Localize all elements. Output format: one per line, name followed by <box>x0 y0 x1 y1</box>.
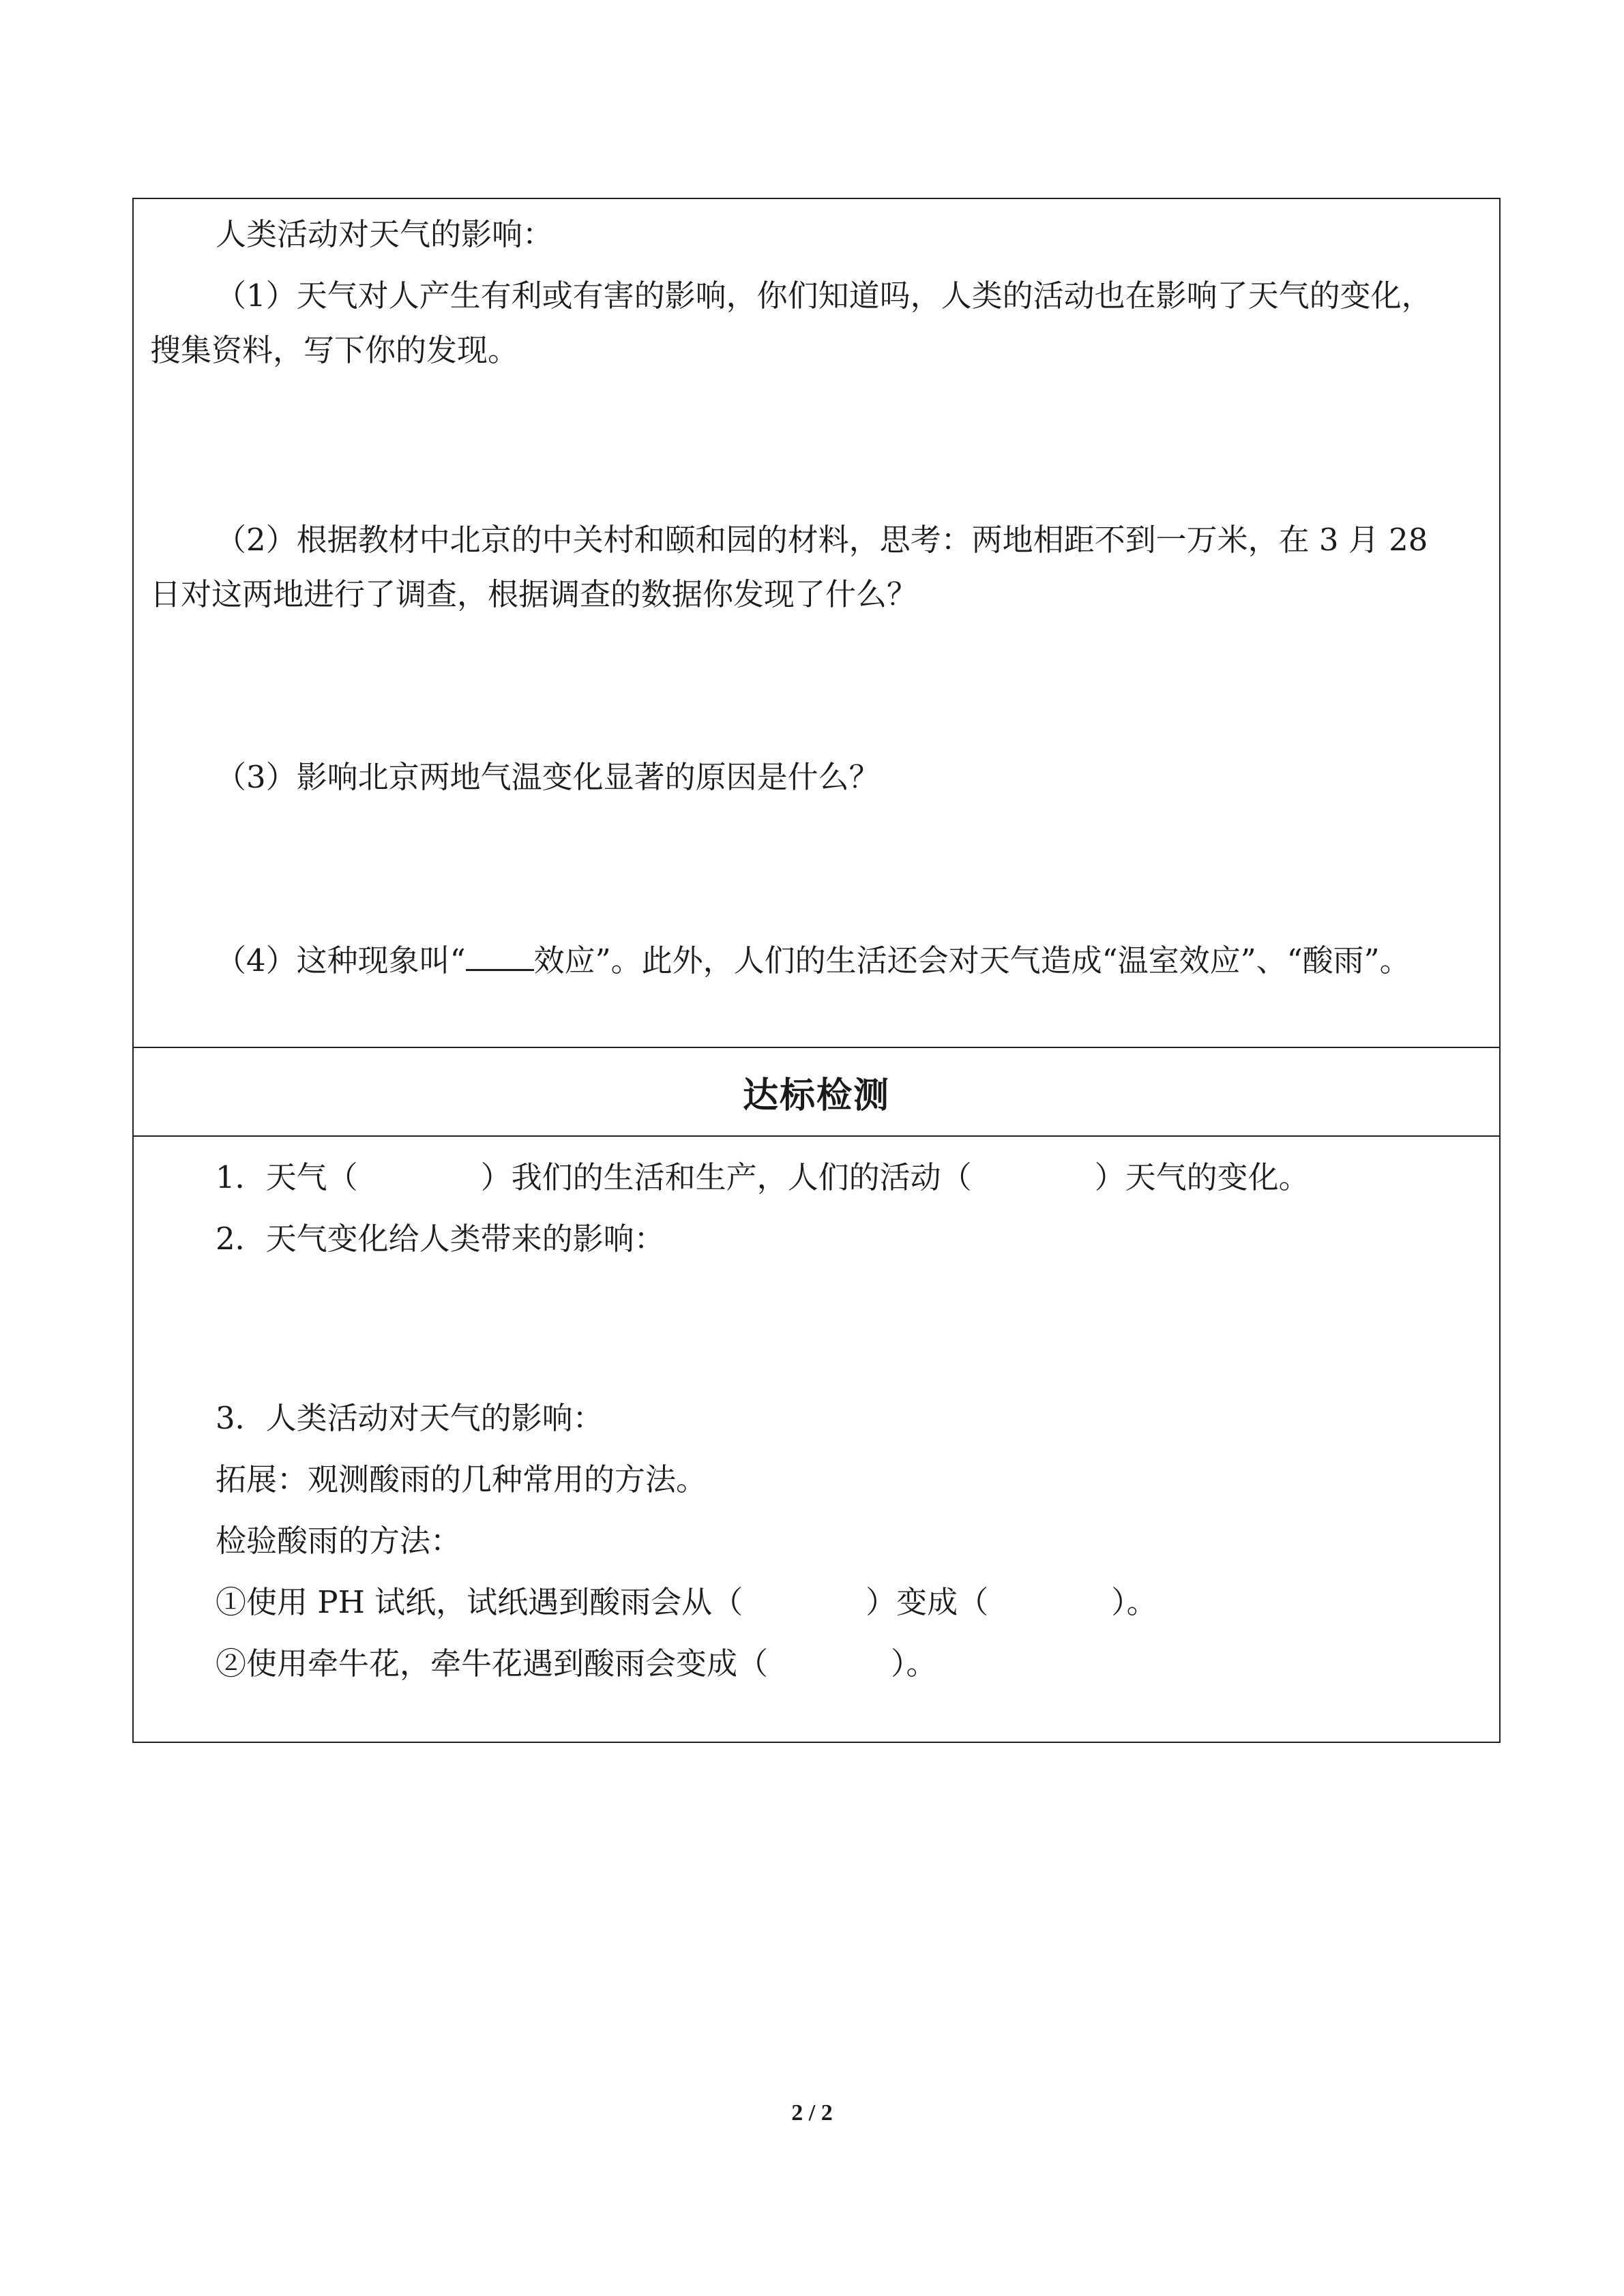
assessment-section <box>134 1137 1499 1742</box>
page-number: 2 / 2 <box>791 2100 833 2126</box>
question-2: （2）根据教材中北京的中关村和颐和园的材料，思考：两地相距不到一万米，在 3 月 28 日对这两地进行了调查，根据调查的数据你发现了什么？ <box>150 522 1428 612</box>
item-1: 1．天气（ ）我们的生活和生产，人们的活动（ ）天气的变化。 <box>216 1159 1310 1195</box>
question-4 <box>150 934 1451 988</box>
question-3: （3）影响北京两地气温变化显著的原因是什么？ <box>216 759 880 795</box>
question-4-start: （4）这种现象叫“ <box>216 942 466 979</box>
section-title: 达标检测 <box>134 1047 1499 1137</box>
method-1: ①使用 PH 试纸，试纸遇到酸雨会从（ ）变成（ ）。 <box>216 1584 1157 1620</box>
extension: 拓展：观测酸雨的几种常用的方法。 <box>216 1461 707 1497</box>
method-title: 检验酸雨的方法： <box>216 1523 462 1559</box>
section-heading: 人类活动对天气的影响： <box>216 216 554 252</box>
fill-blank <box>466 939 534 971</box>
question-4-end: 效应”。此外，人们的生活还会对天气造成“温室效应”、“酸雨”。 <box>533 942 1411 979</box>
item-2: 2．天气变化给人类带来的影响： <box>216 1221 665 1257</box>
item-3: 3．人类活动对天气的影响： <box>216 1400 604 1436</box>
activity-section <box>134 199 1499 1047</box>
method-2: ②使用牵牛花，牵牛花遇到酸雨会变成（ ）。 <box>216 1645 937 1682</box>
question-1: （1）天气对人产生有利或有害的影响，你们知道吗，人类的活动也在影响了天气的变化，搜集资料，写下你的发现。 <box>150 278 1432 368</box>
worksheet-table <box>132 198 1501 1743</box>
